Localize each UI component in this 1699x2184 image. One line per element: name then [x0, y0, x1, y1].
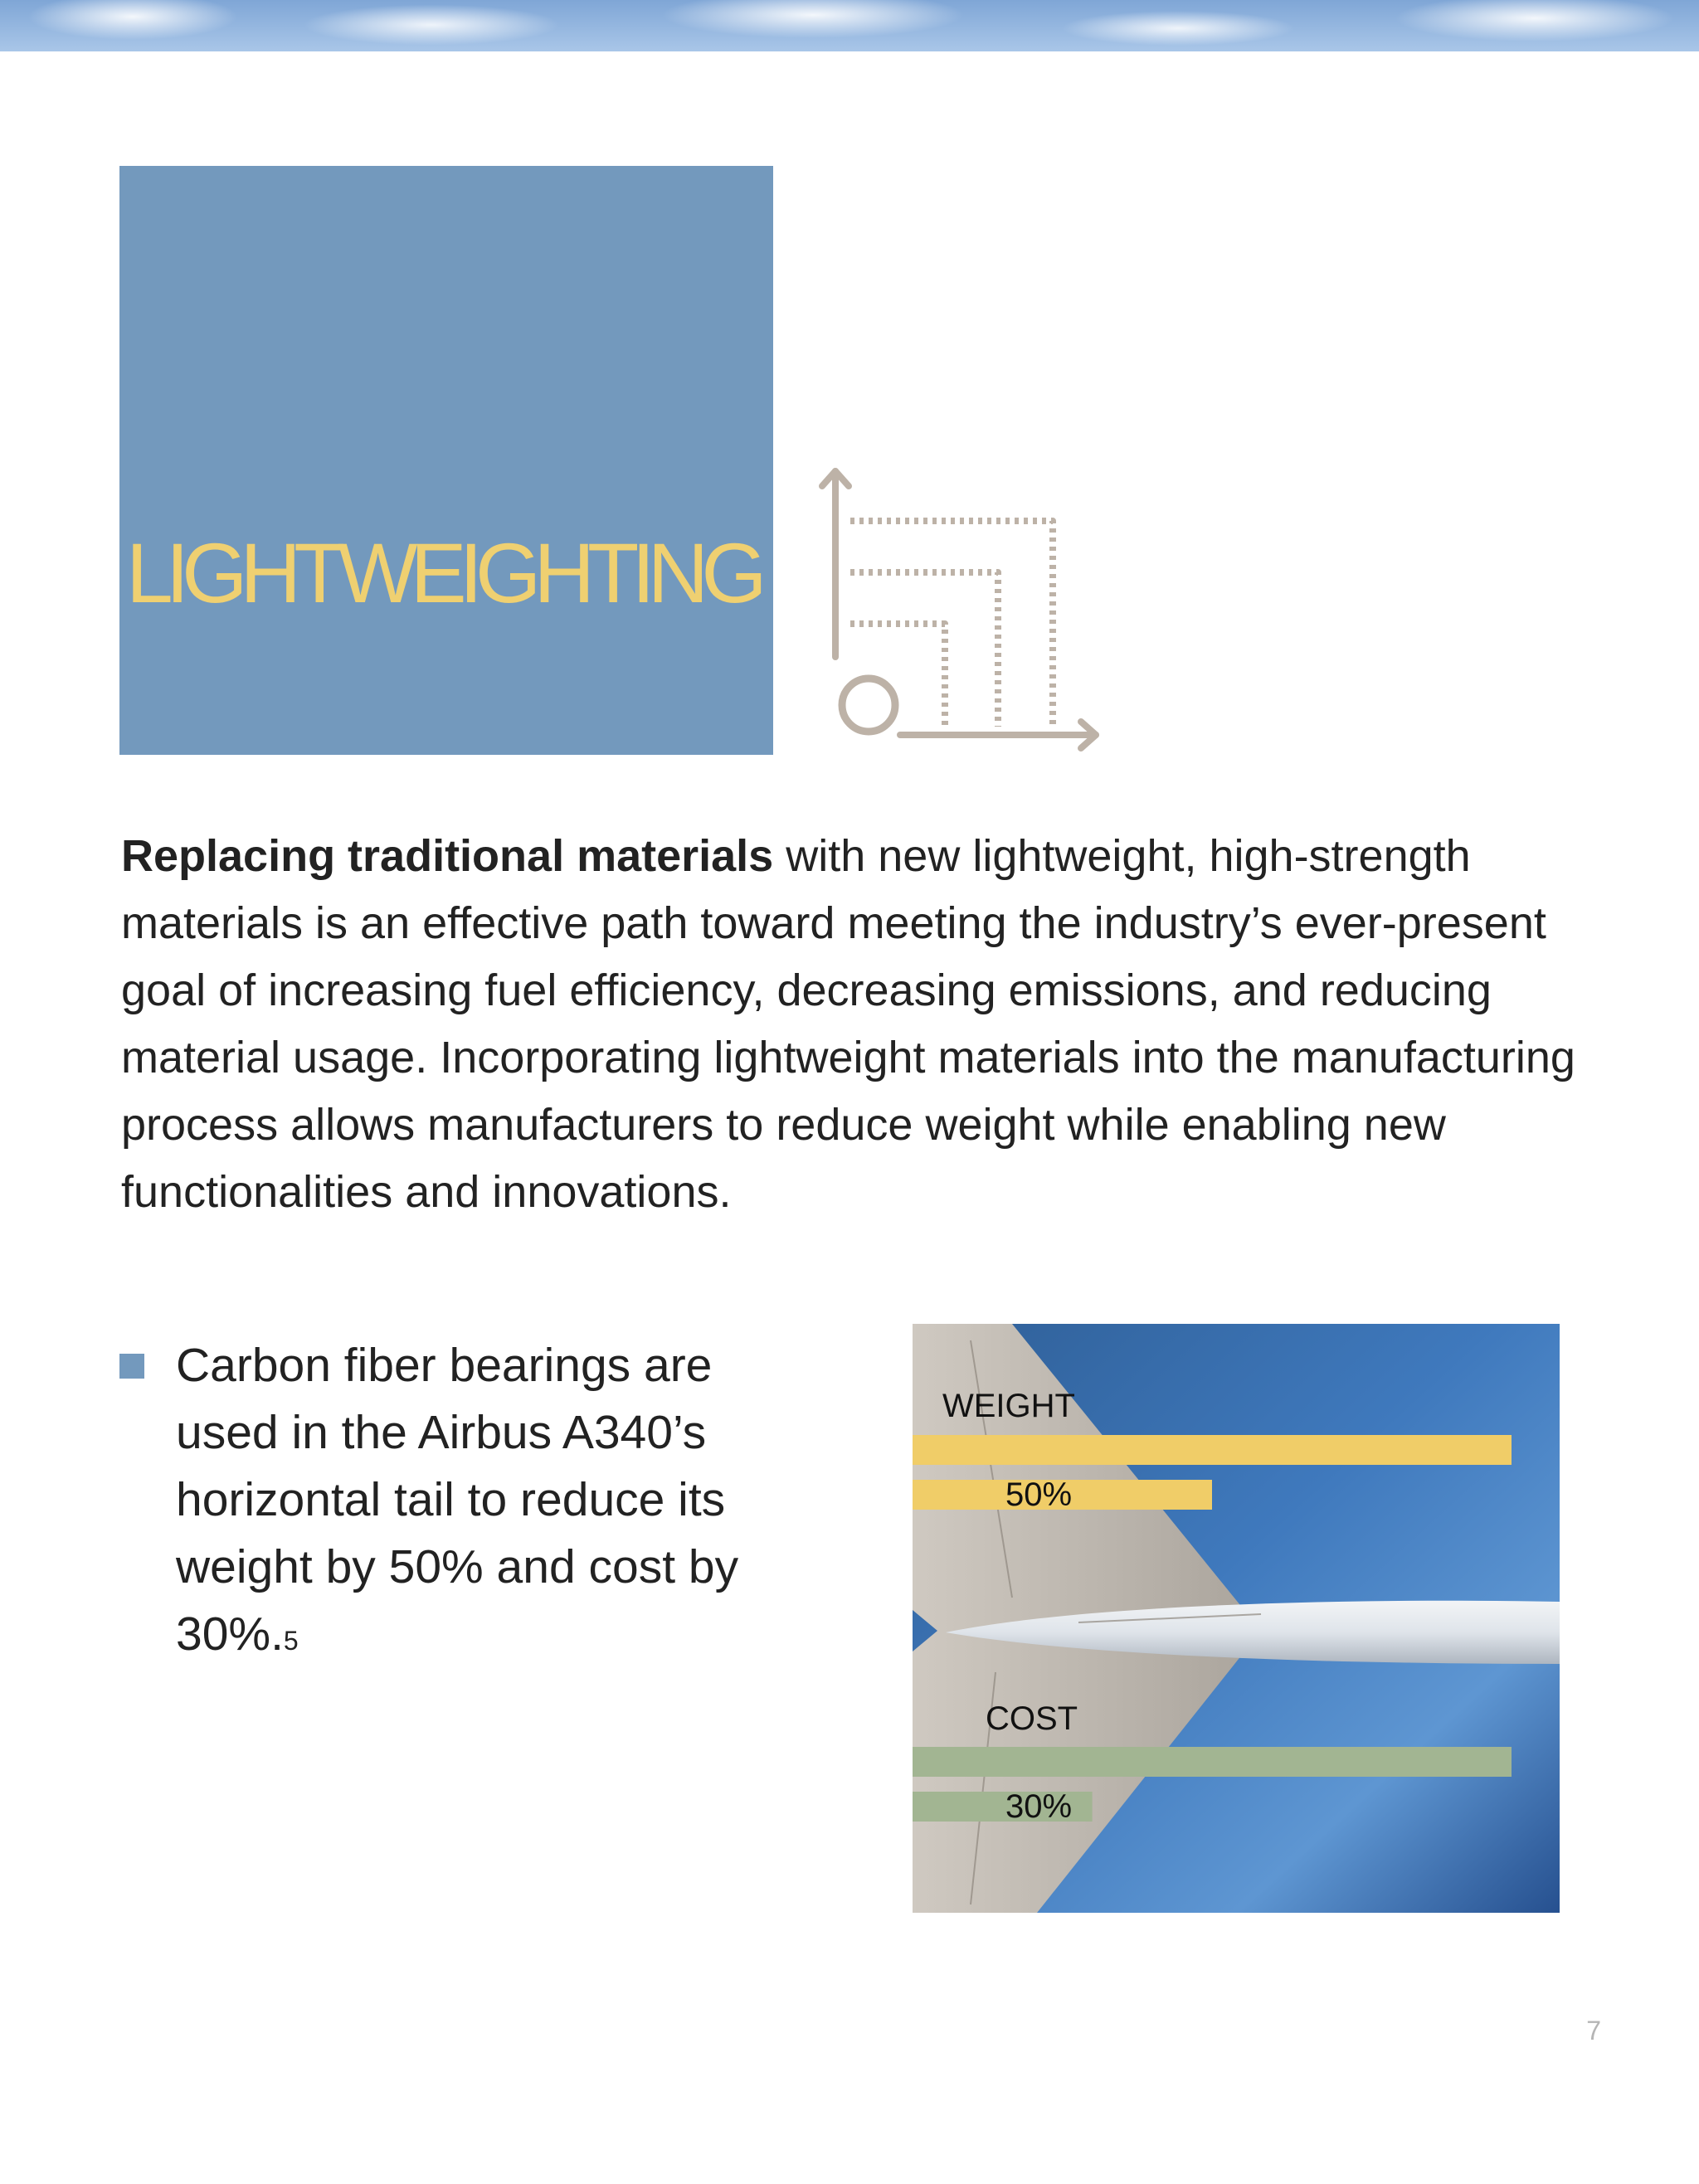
bullet-item [176, 1332, 773, 1668]
weight-label: WEIGHT [942, 1388, 1075, 1424]
cost-baseline-bar [913, 1747, 1512, 1777]
sky-banner [0, 0, 1699, 51]
intro-body: with new lightweight, high-strength materials is an effective path toward meeting the industry’s ever-present goal of increasing fuel efficiency, decreasing emissions, and reducing material usage. Incorporating lightweight materials into the manufacturing process allows manufacturers to reduce weight while enabling new functionalities and innovations. [121, 831, 1575, 1217]
cost-value-label: 30% [1005, 1788, 1073, 1825]
tail-photo-chart [913, 1324, 1560, 1913]
bullet-text: Carbon fiber bearings are used in the Airbus A340’s horizontal tail to reduce its weight by 50% and cost by 30%. [176, 1339, 739, 1661]
intro-lead: Replacing traditional materials [121, 831, 774, 881]
weight-baseline-bar [913, 1435, 1512, 1465]
page-number: 7 [1586, 2016, 1601, 2045]
cost-label: COST [986, 1700, 1078, 1737]
dimension-scale-icon [809, 465, 1108, 763]
intro-paragraph [121, 823, 1581, 1226]
bullet-marker [119, 1354, 144, 1379]
section-title-block [119, 166, 773, 755]
bar-chart-svg [913, 1324, 1560, 1913]
section-title: LIGHTWEIGHTING [126, 526, 760, 620]
weight-value-label: 50% [1005, 1476, 1073, 1513]
footnote-ref: 5 [283, 1626, 299, 1656]
